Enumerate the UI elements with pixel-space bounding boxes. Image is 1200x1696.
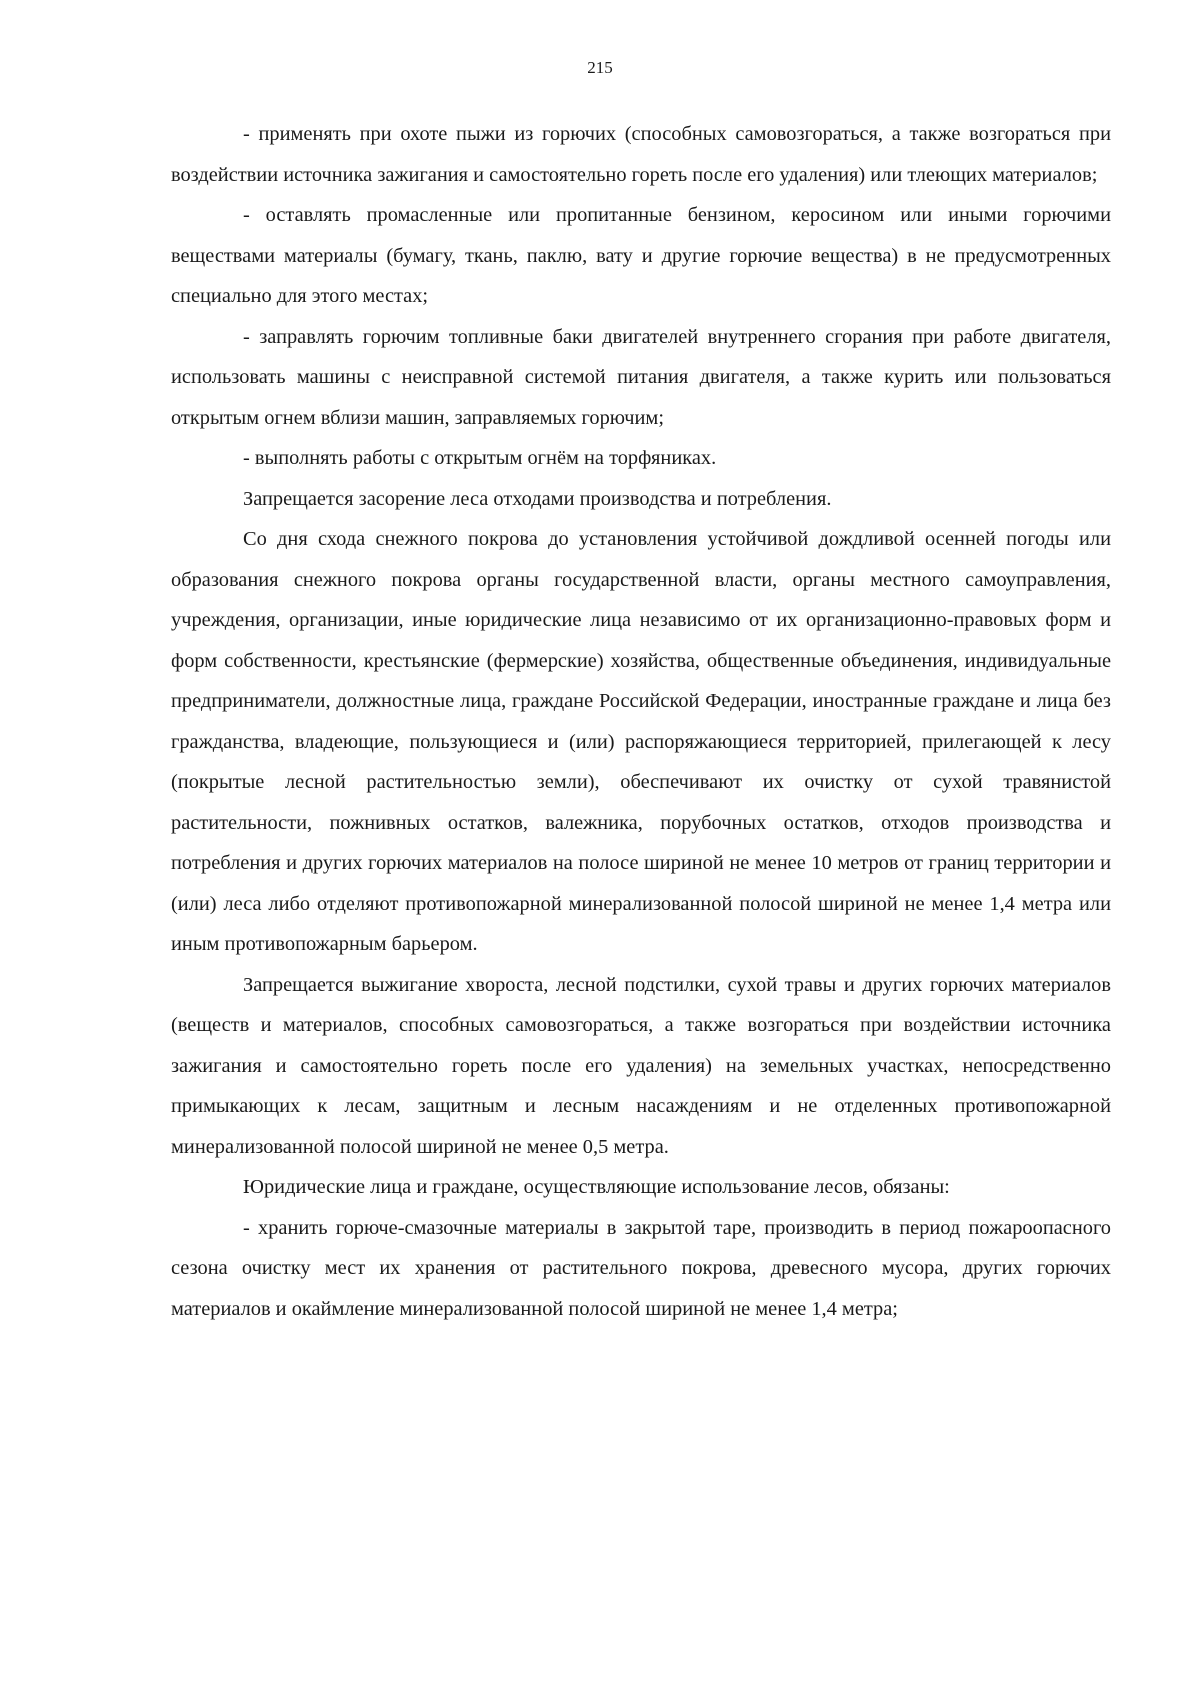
paragraph-ban-forest-littering: Запрещается засорение леса отходами производства и потребления. — [243, 487, 832, 510]
paragraph-ban-burning-brushwood: Запрещается выжигание хвороста, лесной подстилки, сухой травы и других горючих материалов (веществ и материалов, способных самовозгораться, а также возгораться при воздействии источника зажигания и самостоятельно гореть после его удаления) на земельных участках, непосредственно примыкающих к лесам, защитным и лесным насаждениям и не отделенных противопожарной минерализованной полосой шириной не менее 0,5 метра. — [171, 973, 1111, 1158]
paragraph-ban-oily-materials: - оставлять промасленные или пропитанные бензином, керосином или иными горючими веществами материалы (бумагу, ткань, паклю, вату и другие горючие вещества) в не предусмотренных специально для этого местах; — [171, 204, 1111, 307]
paragraph-forest-users-obligations: Юридические лица и граждане, осуществляющие использование лесов, обязаны: — [243, 1176, 950, 1198]
paragraph-clearing-adjacent-territory: Со дня схода снежного покрова до установления устойчивой дождливой осенней погоды или образования снежного покрова органы государственной власти, органы местного самоуправления, учреждения, организации, иные юридические лица независимо от их организационно-правовых форм и форм собственности, крестьянские (фермерские) хозяйства, общественные объединения, индивидуальные предприниматели, должностные лица, граждане Российской Федерации, иностранные граждане и лица без гражданства, владеющие, пользующиеся и (или) распоряжающиеся территорией, прилегающей к лесу (покрытые лесной растительностью земли), обеспечивают их очистку от сухой травянистой растительности, пожнивных остатков, валежника, порубочных остатков, отходов производства и потребления и других горючих материалов на полосе шириной не менее 10 метров от границ территории и (или) леса либо отделяют противопожарной минерализованной полосой шириной не менее 1,4 метра или иным противопожарным барьером. — [171, 528, 1111, 955]
paragraph-ban-open-fire-peat: - выполнять работы с открытым огнём на торфяниках. — [243, 447, 717, 469]
document-body — [171, 114, 1111, 1329]
page-number: 215 — [587, 58, 613, 77]
paragraph-ban-flammable-wads: - применять при охоте пыжи из горючих (способных самовозгораться, а также возгораться при воздействии источника зажигания и самостоятельно гореть после его удаления) или тлеющих материалов; — [171, 123, 1111, 186]
paragraph-ban-refueling-running-engines: - заправлять горючим топливные баки двигателей внутреннего сгорания при работе двигателя, использовать машины с неисправной системой питания двигателя, а также курить или пользоваться открытым огнем вблизи машин, заправляемых горючим; — [171, 325, 1111, 429]
paragraph-fuel-storage-requirements: - хранить горюче-смазочные материалы в закрытой таре, производить в период пожароопасного сезона очистку мест их хранения от растительного покрова, древесного мусора, других горючих материалов и окаймление минерализованной полосой шириной не менее 1,4 метра; — [171, 1216, 1111, 1320]
